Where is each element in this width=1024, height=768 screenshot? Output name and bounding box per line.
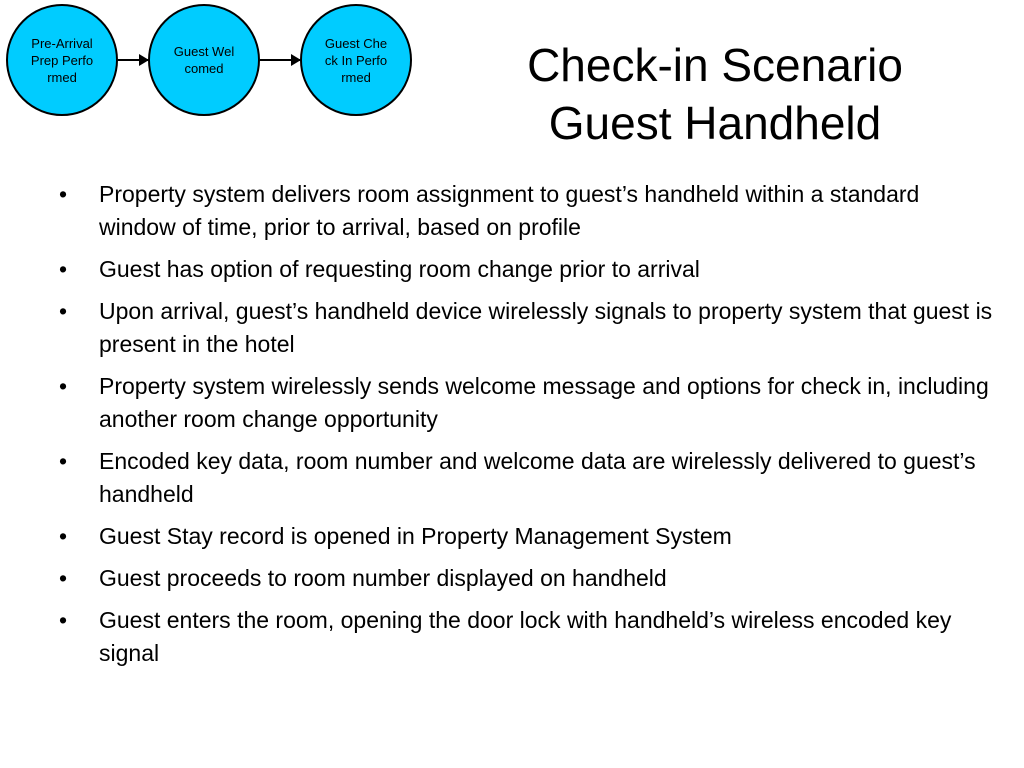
bullet-text: Guest Stay record is opened in Property Management System [99,523,732,549]
bullet-item [56,253,996,286]
bullet-dot-icon: • [59,523,68,549]
slide-title-line-2: Guest Handheld [548,97,882,149]
flow-node-label: Guest Check In Performed [324,35,388,85]
bullet-dot-icon: • [59,181,68,207]
bullet-text: Property system wirelessly sends welcome message and options for check in, including another room change opportunity [99,373,989,432]
bullet-text: Guest proceeds to room number displayed on handheld [99,565,667,591]
flow-node-pre-arrival-prep [6,4,118,116]
bullet-text: Upon arrival, guest’s handheld device wirelessly signals to property system that guest is present in the hotel [99,298,993,357]
bullet-item [56,562,996,595]
bullet-item [56,295,996,361]
flow-node-guest-welcomed [148,4,260,116]
bullet-item [56,520,996,553]
bullet-item [56,445,996,511]
bullet-item [56,370,996,436]
bullet-text: Guest enters the room, opening the door lock with handheld’s wireless encoded key signal [99,607,952,666]
bullet-text: Property system delivers room assignment to guest’s handheld within a standard window of time, prior to arrival, based on profile [99,181,920,240]
process-flow-diagram [0,0,440,130]
bullet-list [56,178,996,679]
flow-node-label: Guest Welcomed [173,44,235,76]
bullet-dot-icon: • [59,448,68,474]
flow-arrow-2 [260,59,300,61]
bullet-item [56,178,996,244]
flow-arrow-1 [118,59,148,61]
bullet-dot-icon: • [59,607,68,633]
slide-title-line-1: Check-in Scenario [527,39,903,91]
bullet-dot-icon: • [59,565,68,591]
bullet-dot-icon: • [59,256,68,282]
bullet-text: Guest has option of requesting room change prior to arrival [99,256,700,282]
bullet-text: Encoded key data, room number and welcome data are wirelessly delivered to guest’s handheld [99,448,976,507]
flow-node-guest-check-in [300,4,412,116]
bullet-dot-icon: • [59,373,68,399]
flow-node-label: Pre-Arrival Prep Performed [30,35,94,85]
bullet-dot-icon: • [59,298,68,324]
slide-title [440,36,990,152]
bullet-item [56,604,996,670]
